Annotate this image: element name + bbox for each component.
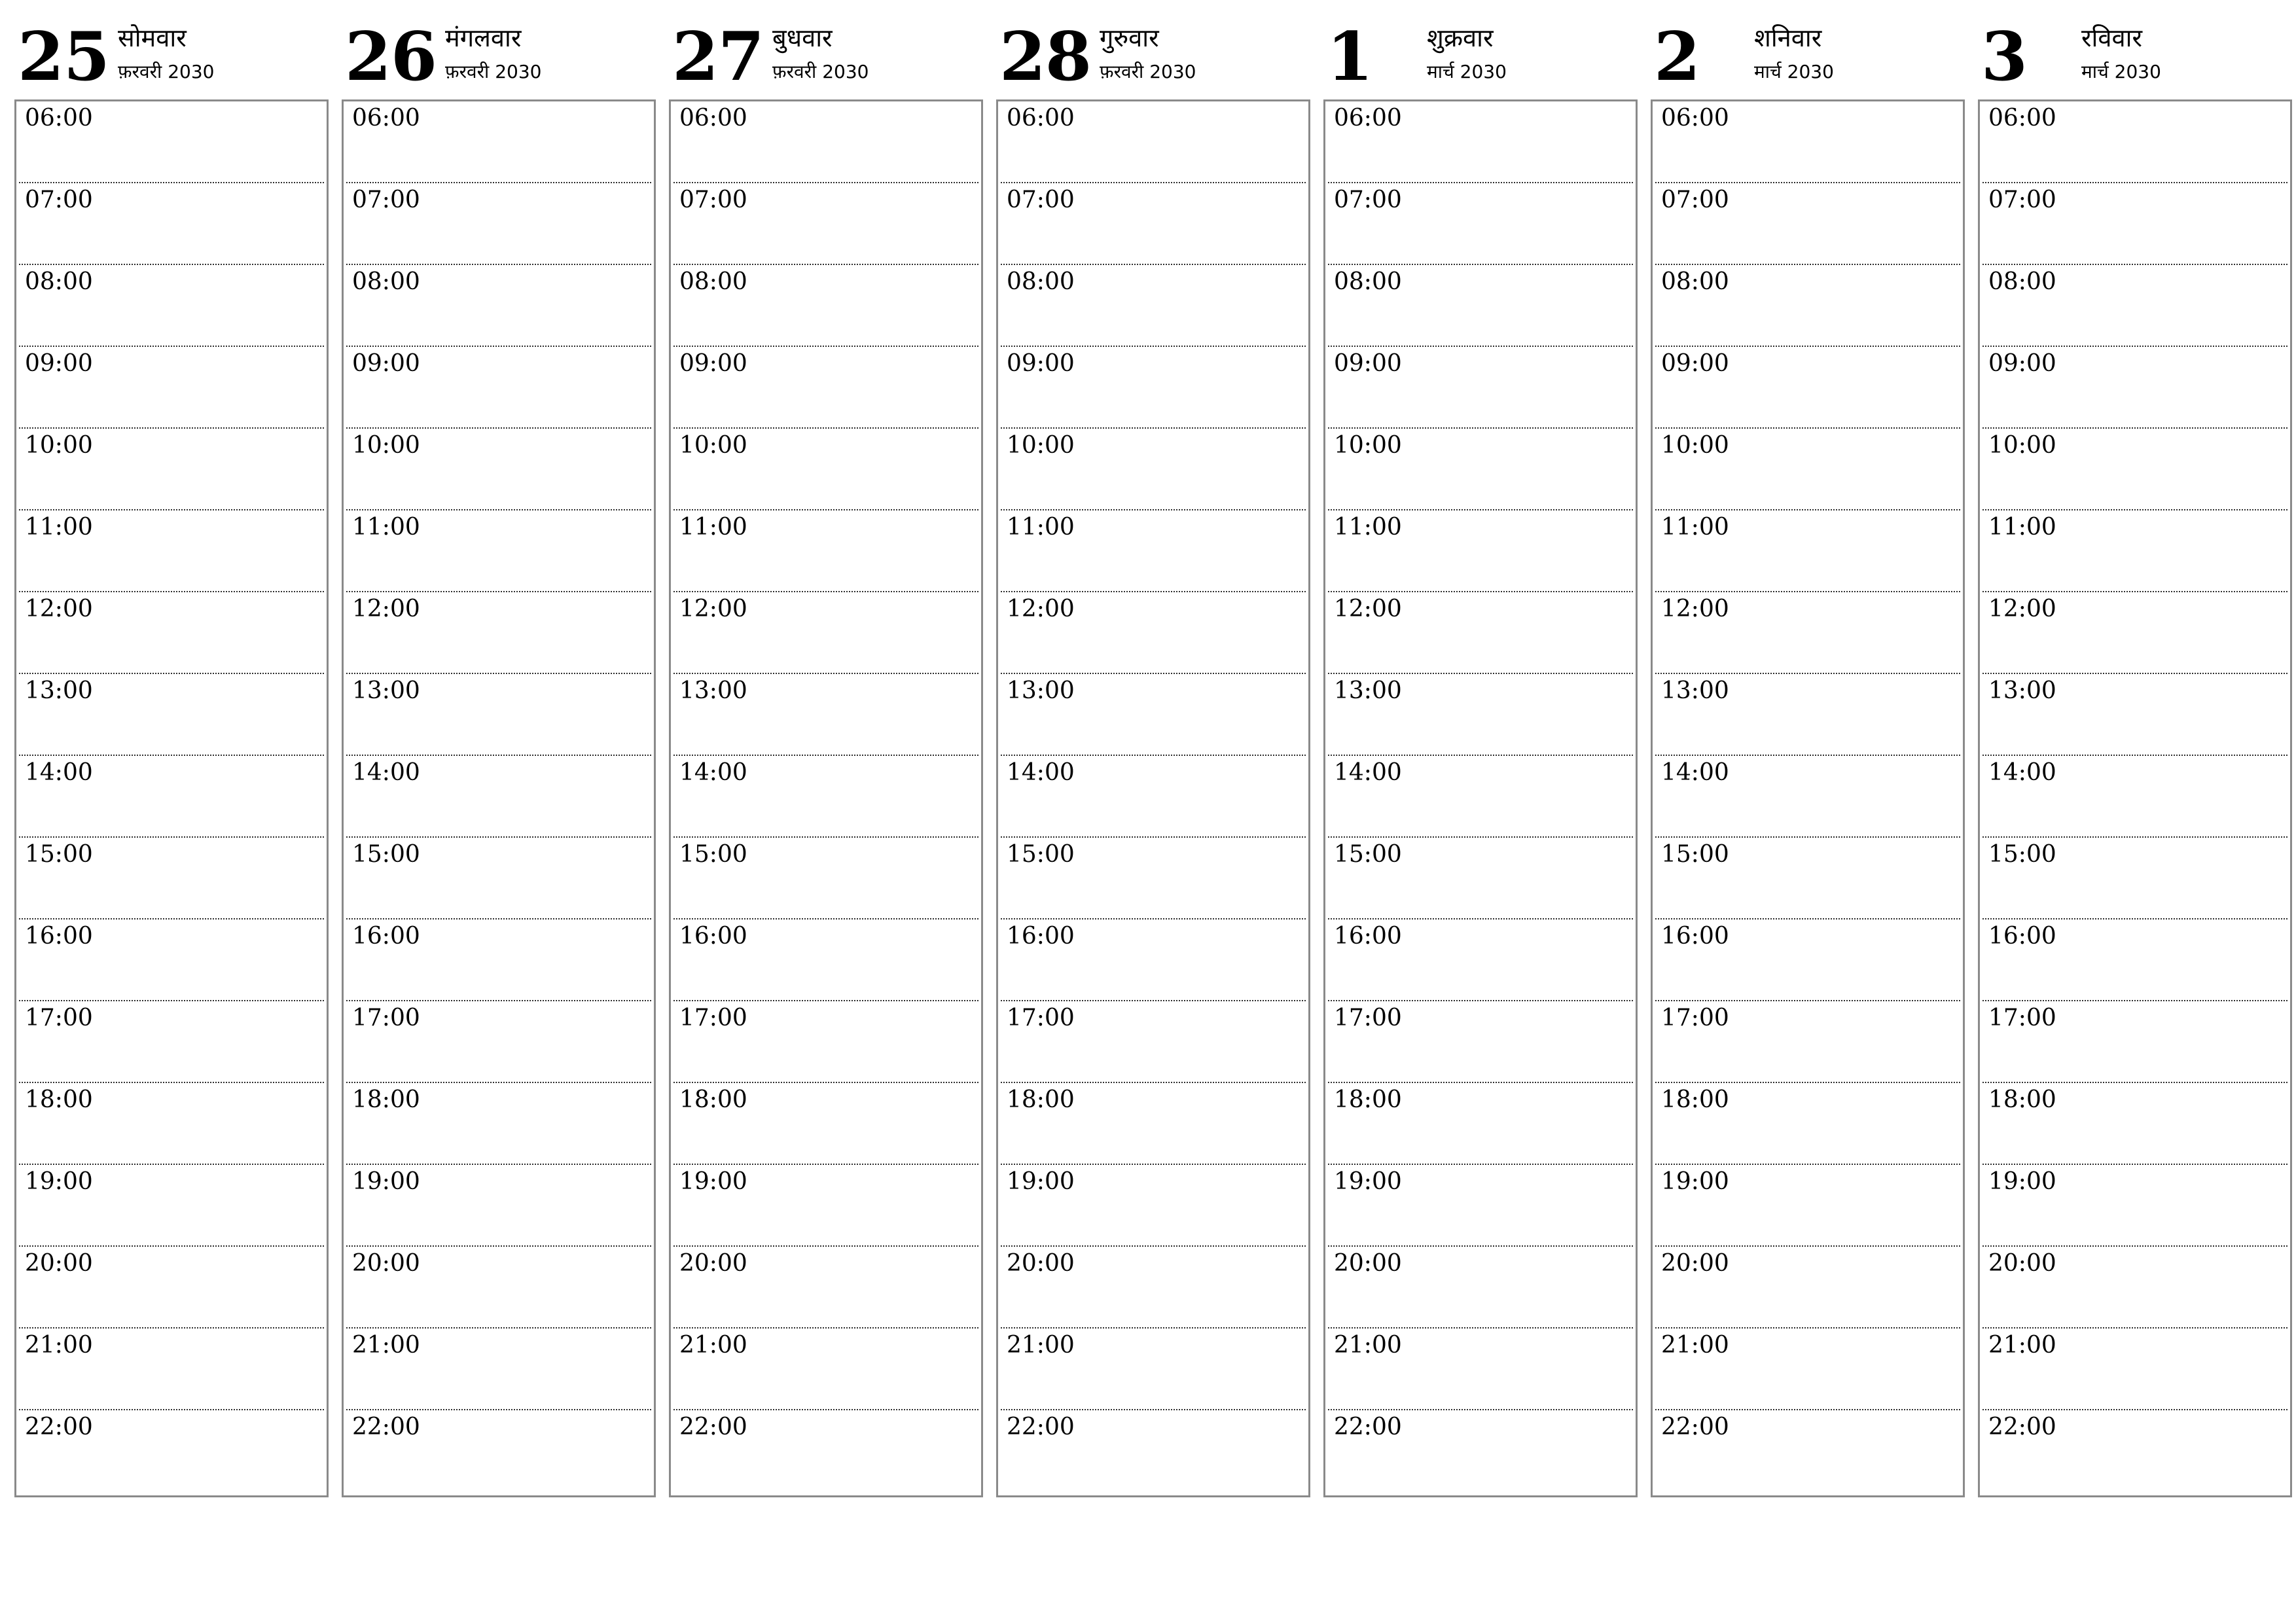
hour-slot[interactable]: [1001, 101, 1306, 183]
hour-slot[interactable]: [673, 674, 978, 756]
hour-slot[interactable]: [1328, 429, 1633, 510]
hour-label: 08:00: [25, 268, 93, 295]
hour-label: 22:00: [1988, 1414, 2056, 1440]
hour-slot[interactable]: [1328, 1001, 1633, 1083]
hour-slot[interactable]: [1001, 1165, 1306, 1247]
hour-label: 14:00: [1661, 759, 1729, 786]
hour-label: 06:00: [1007, 105, 1075, 132]
hour-label: 12:00: [679, 596, 747, 622]
month-year: फ़रवरी 2030: [1100, 61, 1196, 82]
hour-slot[interactable]: [673, 1410, 978, 1492]
hour-slot[interactable]: [1001, 919, 1306, 1001]
hour-label: 19:00: [25, 1168, 93, 1195]
hour-slot[interactable]: [1001, 1083, 1306, 1165]
hour-slot[interactable]: [1655, 1083, 1960, 1165]
hour-slot[interactable]: [346, 592, 651, 674]
hour-label: 12:00: [352, 596, 420, 622]
hour-label: 14:00: [679, 759, 747, 786]
hour-label: 17:00: [1661, 1005, 1729, 1031]
hour-slot[interactable]: [1655, 592, 1960, 674]
hour-slot[interactable]: [346, 429, 651, 510]
hour-label: 15:00: [1007, 841, 1075, 868]
hour-slot[interactable]: [673, 1165, 978, 1247]
day-schedule-box: [342, 99, 656, 1497]
hour-label: 09:00: [1334, 350, 1402, 377]
hour-slot[interactable]: [1655, 183, 1960, 265]
hour-label: 08:00: [1988, 268, 2056, 295]
hour-slot[interactable]: [19, 592, 324, 674]
hour-slot[interactable]: [346, 1083, 651, 1165]
hour-slot[interactable]: [1001, 674, 1306, 756]
hour-label: 21:00: [25, 1332, 93, 1359]
hour-slot[interactable]: [1001, 429, 1306, 510]
hour-label: 19:00: [1007, 1168, 1075, 1195]
day-column: [1651, 0, 1964, 1499]
hour-slot[interactable]: [673, 592, 978, 674]
hour-label: 07:00: [1334, 187, 1402, 213]
hour-label: 15:00: [1988, 841, 2056, 868]
hour-slot[interactable]: [346, 1001, 651, 1083]
hour-slot[interactable]: [1001, 838, 1306, 919]
day-header: [1978, 0, 2291, 99]
hour-slot[interactable]: [19, 1165, 324, 1247]
day-column: [1323, 0, 1636, 1499]
hour-label: 17:00: [352, 1005, 420, 1031]
hour-label: 20:00: [352, 1250, 420, 1277]
hour-label: 09:00: [1007, 350, 1075, 377]
day-column: [669, 0, 982, 1499]
hour-slot[interactable]: [346, 674, 651, 756]
hour-label: 18:00: [679, 1086, 747, 1113]
hour-label: 08:00: [1007, 268, 1075, 295]
hour-slot[interactable]: [19, 510, 324, 592]
hour-slot[interactable]: [1655, 919, 1960, 1001]
hour-slot[interactable]: [19, 1001, 324, 1083]
hour-label: 13:00: [1334, 677, 1402, 704]
hour-label: 18:00: [25, 1086, 93, 1113]
hour-label: 21:00: [1661, 1332, 1729, 1359]
day-number: 26: [345, 18, 437, 96]
hour-label: 18:00: [1007, 1086, 1075, 1113]
day-schedule-box: [1978, 99, 2292, 1497]
hour-label: 18:00: [352, 1086, 420, 1113]
weekly-planner: [14, 0, 2288, 1499]
hour-label: 20:00: [1661, 1250, 1729, 1277]
hour-slot[interactable]: [1001, 510, 1306, 592]
day-schedule-box: [14, 99, 329, 1497]
hour-slot[interactable]: [19, 674, 324, 756]
hour-label: 10:00: [352, 432, 420, 459]
day-number: 1: [1327, 18, 1372, 96]
hour-label: 20:00: [1007, 1250, 1075, 1277]
month-year: मार्च 2030: [1754, 61, 1834, 82]
hour-slot[interactable]: [1328, 183, 1633, 265]
hour-slot[interactable]: [19, 347, 324, 429]
hour-slot[interactable]: [1982, 1083, 2287, 1165]
hour-label: 21:00: [679, 1332, 747, 1359]
hour-label: 13:00: [679, 677, 747, 704]
hour-slot[interactable]: [1328, 592, 1633, 674]
hour-label: 21:00: [352, 1332, 420, 1359]
hour-slot[interactable]: [1655, 1001, 1960, 1083]
hour-label: 17:00: [1007, 1005, 1075, 1031]
hour-label: 07:00: [352, 187, 420, 213]
hour-label: 16:00: [25, 923, 93, 950]
hour-slot[interactable]: [673, 1001, 978, 1083]
hour-slot[interactable]: [1655, 838, 1960, 919]
hour-slot[interactable]: [1655, 265, 1960, 347]
hour-label: 10:00: [1007, 432, 1075, 459]
hour-label: 16:00: [679, 923, 747, 950]
hour-label: 07:00: [25, 187, 93, 213]
hour-slot[interactable]: [1982, 592, 2287, 674]
hour-label: 13:00: [352, 677, 420, 704]
hour-label: 06:00: [1334, 105, 1402, 132]
hour-slot[interactable]: [673, 429, 978, 510]
day-column: [996, 0, 1309, 1499]
hour-slot[interactable]: [1982, 1165, 2287, 1247]
hour-label: 22:00: [1007, 1414, 1075, 1440]
hour-label: 12:00: [1988, 596, 2056, 622]
hour-slot[interactable]: [1328, 1083, 1633, 1165]
hour-label: 11:00: [1007, 514, 1075, 541]
hour-slot[interactable]: [1001, 592, 1306, 674]
day-column: [1978, 0, 2291, 1499]
hour-label: 15:00: [352, 841, 420, 868]
hour-label: 19:00: [1661, 1168, 1729, 1195]
hour-label: 14:00: [1334, 759, 1402, 786]
hour-label: 22:00: [1661, 1414, 1729, 1440]
hour-label: 19:00: [352, 1168, 420, 1195]
hour-slot[interactable]: [346, 183, 651, 265]
hour-label: 14:00: [1007, 759, 1075, 786]
hour-slot[interactable]: [1001, 1001, 1306, 1083]
hour-label: 09:00: [25, 350, 93, 377]
hour-slot[interactable]: [19, 919, 324, 1001]
day-number: 28: [999, 18, 1091, 96]
hour-slot[interactable]: [673, 101, 978, 183]
hour-slot[interactable]: [19, 1247, 324, 1329]
hour-label: 20:00: [25, 1250, 93, 1277]
hour-slot[interactable]: [1655, 756, 1960, 838]
hour-label: 19:00: [1334, 1168, 1402, 1195]
hour-label: 11:00: [679, 514, 747, 541]
hour-label: 13:00: [1661, 677, 1729, 704]
hour-label: 09:00: [1661, 350, 1729, 377]
hour-slot[interactable]: [1655, 1329, 1960, 1410]
hour-label: 11:00: [1334, 514, 1402, 541]
hour-slot[interactable]: [1328, 510, 1633, 592]
weekday-name: रविवार: [2081, 24, 2143, 52]
hour-label: 07:00: [1007, 187, 1075, 213]
hour-label: 13:00: [1988, 677, 2056, 704]
day-column: [342, 0, 655, 1499]
hour-label: 17:00: [679, 1005, 747, 1031]
hour-slot[interactable]: [1655, 101, 1960, 183]
hour-label: 18:00: [1988, 1086, 2056, 1113]
hour-label: 10:00: [679, 432, 747, 459]
hour-slot[interactable]: [673, 756, 978, 838]
day-number: 27: [672, 18, 764, 96]
hour-slot[interactable]: [19, 101, 324, 183]
hour-slot[interactable]: [1982, 919, 2287, 1001]
hour-label: 11:00: [1661, 514, 1729, 541]
month-year: मार्च 2030: [1427, 61, 1507, 82]
hour-label: 15:00: [1334, 841, 1402, 868]
hour-slot[interactable]: [1001, 265, 1306, 347]
hour-slot[interactable]: [673, 347, 978, 429]
hour-label: 21:00: [1334, 1332, 1402, 1359]
hour-slot[interactable]: [1328, 1247, 1633, 1329]
hour-slot[interactable]: [1328, 1165, 1633, 1247]
hour-slot[interactable]: [346, 1410, 651, 1492]
hour-slot[interactable]: [1982, 265, 2287, 347]
hour-label: 22:00: [1334, 1414, 1402, 1440]
hour-slot[interactable]: [1655, 1165, 1960, 1247]
hour-label: 08:00: [679, 268, 747, 295]
hour-slot[interactable]: [1328, 838, 1633, 919]
hour-label: 12:00: [1334, 596, 1402, 622]
hour-label: 10:00: [1988, 432, 2056, 459]
hour-label: 11:00: [1988, 514, 2056, 541]
hour-slot[interactable]: [1655, 1410, 1960, 1492]
hour-slot[interactable]: [19, 1083, 324, 1165]
hour-label: 12:00: [1007, 596, 1075, 622]
hour-label: 19:00: [679, 1168, 747, 1195]
hour-slot[interactable]: [346, 756, 651, 838]
hour-slot[interactable]: [1328, 674, 1633, 756]
hour-label: 06:00: [25, 105, 93, 132]
weekday-name: सोमवार: [118, 24, 187, 52]
hour-slot[interactable]: [1328, 1329, 1633, 1410]
hour-label: 15:00: [1661, 841, 1729, 868]
hour-label: 13:00: [1007, 677, 1075, 704]
month-year: फ़रवरी 2030: [445, 61, 542, 82]
hour-slot[interactable]: [19, 838, 324, 919]
hour-label: 12:00: [1661, 596, 1729, 622]
hour-slot[interactable]: [1328, 756, 1633, 838]
month-year: मार्च 2030: [2081, 61, 2161, 82]
hour-label: 22:00: [25, 1414, 93, 1440]
hour-label: 14:00: [25, 759, 93, 786]
hour-slot[interactable]: [1001, 347, 1306, 429]
hour-slot[interactable]: [1001, 1329, 1306, 1410]
weekday-name: गुरुवार: [1100, 24, 1159, 52]
hour-slot[interactable]: [19, 265, 324, 347]
hour-label: 20:00: [679, 1250, 747, 1277]
hour-label: 07:00: [1988, 187, 2056, 213]
hour-label: 13:00: [25, 677, 93, 704]
hour-label: 22:00: [679, 1414, 747, 1440]
hour-label: 06:00: [1988, 105, 2056, 132]
day-number: 3: [1981, 18, 2027, 96]
hour-slot[interactable]: [19, 429, 324, 510]
hour-label: 16:00: [1661, 923, 1729, 950]
hour-label: 17:00: [1988, 1005, 2056, 1031]
hour-label: 17:00: [25, 1005, 93, 1031]
hour-slot[interactable]: [673, 510, 978, 592]
hour-slot[interactable]: [346, 838, 651, 919]
hour-label: 06:00: [679, 105, 747, 132]
hour-slot[interactable]: [1982, 838, 2287, 919]
hour-label: 07:00: [679, 187, 747, 213]
hour-slot[interactable]: [673, 183, 978, 265]
hour-slot[interactable]: [19, 1329, 324, 1410]
hour-slot[interactable]: [346, 919, 651, 1001]
hour-label: 16:00: [1007, 923, 1075, 950]
hour-label: 18:00: [1334, 1086, 1402, 1113]
hour-label: 16:00: [1988, 923, 2056, 950]
hour-slot[interactable]: [346, 347, 651, 429]
hour-label: 10:00: [1334, 432, 1402, 459]
weekday-name: शनिवार: [1754, 24, 1822, 52]
hour-slot[interactable]: [346, 101, 651, 183]
hour-slot[interactable]: [673, 919, 978, 1001]
hour-slot[interactable]: [673, 1329, 978, 1410]
hour-slot[interactable]: [1655, 510, 1960, 592]
hour-label: 14:00: [1988, 759, 2056, 786]
day-number: 25: [18, 18, 109, 96]
hour-label: 20:00: [1334, 1250, 1402, 1277]
hour-label: 06:00: [352, 105, 420, 132]
hour-slot[interactable]: [1655, 1247, 1960, 1329]
hour-label: 22:00: [352, 1414, 420, 1440]
day-schedule-box: [996, 99, 1310, 1497]
day-schedule-box: [1323, 99, 1638, 1497]
hour-slot[interactable]: [1328, 101, 1633, 183]
hour-label: 11:00: [25, 514, 93, 541]
hour-label: 16:00: [352, 923, 420, 950]
month-year: फ़रवरी 2030: [118, 61, 215, 82]
hour-label: 08:00: [1661, 268, 1729, 295]
hour-slot[interactable]: [1982, 1410, 2287, 1492]
hour-label: 09:00: [679, 350, 747, 377]
hour-slot[interactable]: [346, 1247, 651, 1329]
hour-slot[interactable]: [673, 265, 978, 347]
hour-label: 19:00: [1988, 1168, 2056, 1195]
hour-label: 15:00: [679, 841, 747, 868]
hour-slot[interactable]: [1982, 429, 2287, 510]
weekday-name: मंगलवार: [445, 24, 522, 52]
hour-slot[interactable]: [1982, 756, 2287, 838]
hour-label: 15:00: [25, 841, 93, 868]
weekday-name: शुक्रवार: [1427, 24, 1494, 52]
day-schedule-box: [1651, 99, 1965, 1497]
hour-slot[interactable]: [1328, 919, 1633, 1001]
hour-slot[interactable]: [19, 756, 324, 838]
hour-slot[interactable]: [1001, 183, 1306, 265]
hour-slot[interactable]: [1655, 347, 1960, 429]
hour-label: 08:00: [1334, 268, 1402, 295]
hour-slot[interactable]: [1655, 429, 1960, 510]
hour-slot[interactable]: [1982, 510, 2287, 592]
hour-slot[interactable]: [19, 183, 324, 265]
day-header: [342, 0, 655, 99]
month-year: फ़रवरी 2030: [772, 61, 869, 82]
hour-label: 12:00: [25, 596, 93, 622]
hour-slot[interactable]: [1328, 347, 1633, 429]
hour-slot[interactable]: [1001, 1247, 1306, 1329]
hour-label: 08:00: [352, 268, 420, 295]
hour-label: 07:00: [1661, 187, 1729, 213]
hour-slot[interactable]: [1328, 265, 1633, 347]
day-header: [1651, 0, 1964, 99]
hour-slot[interactable]: [1001, 1410, 1306, 1492]
day-number: 2: [1654, 18, 1700, 96]
hour-slot[interactable]: [1982, 101, 2287, 183]
hour-slot[interactable]: [1328, 1410, 1633, 1492]
hour-slot[interactable]: [673, 1247, 978, 1329]
hour-label: 16:00: [1334, 923, 1402, 950]
weekday-name: बुधवार: [772, 24, 833, 52]
hour-slot[interactable]: [1982, 347, 2287, 429]
hour-slot[interactable]: [673, 1083, 978, 1165]
hour-label: 09:00: [352, 350, 420, 377]
hour-label: 10:00: [25, 432, 93, 459]
hour-slot[interactable]: [1982, 183, 2287, 265]
day-column: [14, 0, 327, 1499]
day-header: [14, 0, 327, 99]
hour-slot[interactable]: [1982, 1329, 2287, 1410]
hour-label: 10:00: [1661, 432, 1729, 459]
day-header: [669, 0, 982, 99]
hour-slot[interactable]: [1001, 756, 1306, 838]
hour-slot[interactable]: [346, 510, 651, 592]
hour-label: 20:00: [1988, 1250, 2056, 1277]
hour-slot[interactable]: [1655, 674, 1960, 756]
day-schedule-box: [669, 99, 983, 1497]
hour-slot[interactable]: [673, 838, 978, 919]
hour-label: 18:00: [1661, 1086, 1729, 1113]
day-header: [1323, 0, 1636, 99]
day-header: [996, 0, 1309, 99]
hour-slot[interactable]: [346, 265, 651, 347]
hour-slot[interactable]: [346, 1165, 651, 1247]
hour-slot[interactable]: [1982, 1001, 2287, 1083]
hour-label: 11:00: [352, 514, 420, 541]
hour-label: 09:00: [1988, 350, 2056, 377]
hour-slot[interactable]: [346, 1329, 651, 1410]
hour-label: 21:00: [1988, 1332, 2056, 1359]
hour-label: 14:00: [352, 759, 420, 786]
hour-label: 21:00: [1007, 1332, 1075, 1359]
hour-slot[interactable]: [19, 1410, 324, 1492]
hour-slot[interactable]: [1982, 1247, 2287, 1329]
hour-label: 06:00: [1661, 105, 1729, 132]
hour-label: 17:00: [1334, 1005, 1402, 1031]
hour-slot[interactable]: [1982, 674, 2287, 756]
